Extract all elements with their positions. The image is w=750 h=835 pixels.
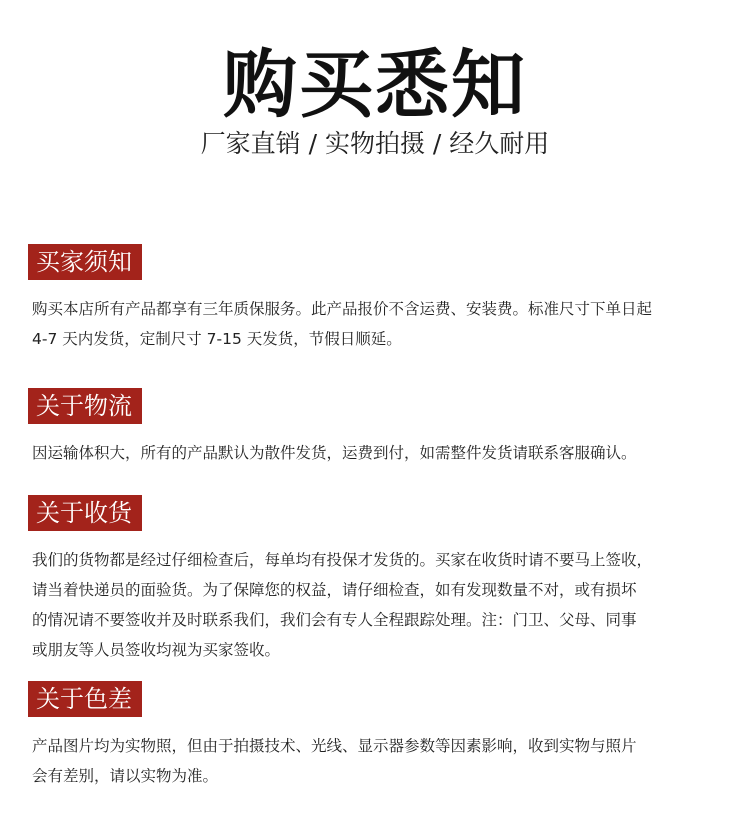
body-line: 或朋友等人员签收均视为买家签收。	[32, 641, 281, 659]
body-line: 产品图片均为实物照，但由于拍摄技术、光线、显示器参数等因素影响，收到实物与照片	[32, 737, 637, 755]
body-line: 4-7 天内发货，定制尺寸 7-15 天发货，节假日顺延。	[32, 330, 402, 348]
page-title: 购买悉知	[223, 42, 527, 128]
section-body	[32, 731, 722, 791]
section-buyer-notice	[28, 244, 722, 354]
body-line: 我们的货物都是经过仔细检查后，每单均有投保才发货的。买家在收货时请不要马上签收，	[32, 551, 653, 569]
section-receiving	[28, 495, 722, 665]
section-body	[32, 438, 722, 468]
section-heading: 买家须知	[28, 244, 142, 280]
section-color-difference	[28, 681, 722, 791]
section-body	[32, 545, 722, 665]
section-heading: 关于色差	[28, 681, 142, 717]
body-line: 会有差别，请以实物为准。	[32, 767, 219, 785]
section-body	[32, 294, 722, 354]
body-line: 的情况请不要签收并及时联系我们，我们会有专人全程跟踪处理。注：门卫、父母、同事	[32, 611, 637, 629]
page-subtitle: 厂家直销 / 实物拍摄 / 经久耐用	[200, 129, 550, 158]
body-line: 请当着快递员的面验货。为了保障您的权益，请仔细检查，如有发现数量不对，或有损坏	[32, 581, 637, 599]
body-line: 因运输体积大，所有的产品默认为散件发货，运费到付，如需整件发货请联系客服确认。	[32, 444, 637, 462]
section-heading: 关于收货	[28, 495, 142, 531]
body-line: 购买本店所有产品都享有三年质保服务。此产品报价不含运费、安装费。标准尺寸下单日起	[32, 300, 653, 318]
section-logistics	[28, 388, 722, 468]
section-heading: 关于物流	[28, 388, 142, 424]
